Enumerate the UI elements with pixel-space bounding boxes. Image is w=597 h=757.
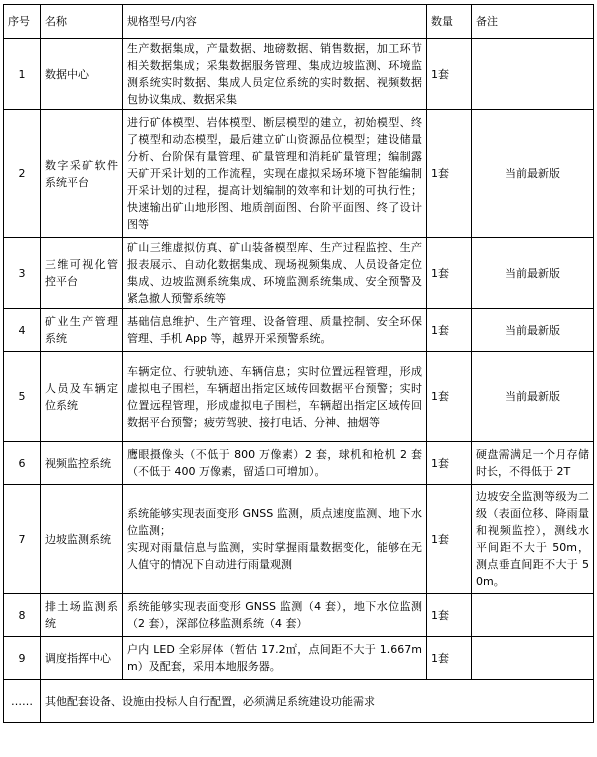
row-qty: 1套 [427,309,472,352]
requirements-table [3,4,594,723]
row-name: 数字采矿软件系统平台 [41,110,123,238]
row-spec: 车辆定位、行驶轨迹、车辆信息；实时位置远程管理，形成虚拟电子围栏，车辆超出指定区域传回数据平台预警；实时位置远程管理，形成虚拟电子围栏，车辆超出指定区域传回数据平台预警；疲劳驾驶、接打电话、分神、抽烟等 [123,352,427,442]
row-name: 边坡监测系统 [41,485,123,594]
table-row [4,485,594,594]
header-spec: 规格型号/内容 [123,5,427,39]
row-qty: 1套 [427,594,472,637]
row-qty: 1套 [427,442,472,485]
row-note: 边坡安全监测等级为二级（表面位移、降雨量和视频监控），测线水平间距不大于 50m，测点垂直间距不大于 50m。 [472,485,594,594]
table-row [4,238,594,309]
table-row [4,594,594,637]
spec-line: 实现对雨量信息与监测，实时掌握雨量数据变化，能够在无人值守的情况下自动进行雨量观测 [127,541,422,571]
row-spec: 进行矿体模型、岩体模型、断层模型的建立，初始模型、终了模型和动态模型，最后建立矿山资源品位模型；建设储量分析、台阶保有量管理、矿量管理和消耗矿量管理；编制露天矿开采计划的工作流程，实现在虚拟采场环境下智能编制开采计划的过程，提高计划编制的效率和计划的可执行性；快速输出矿山地形图、地质剖面图、台阶平面图、终了设计图等 [123,110,427,238]
row-note [472,39,594,110]
row-name: 排土场监测系统 [41,594,123,637]
header-name: 名称 [41,5,123,39]
row-no: 5 [4,352,41,442]
row-name: 人员及车辆定位系统 [41,352,123,442]
table-row [4,442,594,485]
row-spec: 矿山三维虚拟仿真、矿山装备模型库、生产过程监控、生产报表展示、自动化数据集成、现场视频集成、人员设备定位集成、边坡监测系统集成、环境监测系统集成、安全预警及紧急撤人预警系统等 [123,238,427,309]
row-note: 当前最新版 [472,352,594,442]
row-note: 当前最新版 [472,110,594,238]
table-row [4,352,594,442]
table-row [4,637,594,680]
row-spec: 基础信息维护、生产管理、设备管理、质量控制、安全环保管理、手机 App 等，越界开采预警系统。 [123,309,427,352]
row-no: 6 [4,442,41,485]
row-spec: 系统能够实现表面变形 GNSS 监测（4 套），地下水位监测（2 套），深部位移监测系统（4 套） [123,594,427,637]
row-name: 调度指挥中心 [41,637,123,680]
footer-no: …… [4,680,41,723]
header-no: 序号 [4,5,41,39]
row-no: 3 [4,238,41,309]
row-note: 当前最新版 [472,238,594,309]
table-row [4,39,594,110]
row-spec: 户内 LED 全彩屏体（暂估 17.2㎡，点间距不大于 1.667mm）及配套，采用本地服务器。 [123,637,427,680]
row-no: 7 [4,485,41,594]
row-qty: 1套 [427,485,472,594]
table-row [4,309,594,352]
table-header-row [4,5,594,39]
row-spec: 生产数据集成，产量数据、地磅数据、销售数据，加工环节相关数据集成；采集数据服务管理、集成边坡监测、环境监测系统实时数据、集成人员定位系统的实时数据、视频数据包协议集成、数据采集 [123,39,427,110]
row-no: 1 [4,39,41,110]
row-name: 数据中心 [41,39,123,110]
row-note [472,594,594,637]
row-name: 三维可视化管控平台 [41,238,123,309]
row-no: 4 [4,309,41,352]
row-qty: 1套 [427,39,472,110]
header-qty: 数量 [427,5,472,39]
row-note: 硬盘需满足一个月存储时长，不得低于 2T [472,442,594,485]
table-footer-row [4,680,594,723]
row-no: 9 [4,637,41,680]
row-no: 8 [4,594,41,637]
row-qty: 1套 [427,352,472,442]
row-note [472,637,594,680]
row-qty: 1套 [427,110,472,238]
header-note: 备注 [472,5,594,39]
table-row [4,110,594,238]
row-no: 2 [4,110,41,238]
row-name: 视频监控系统 [41,442,123,485]
row-note: 当前最新版 [472,309,594,352]
row-spec [123,485,427,594]
spec-line: 系统能够实现表面变形 GNSS 监测，质点速度监测、地下水位监测； [127,507,422,537]
row-qty: 1套 [427,637,472,680]
row-name: 矿业生产管理系统 [41,309,123,352]
row-spec: 鹰眼摄像头（不低于 800 万像素）2 套，球机和枪机 2 套（不低于 400 万像素，留适口可增加）。 [123,442,427,485]
footer-text: 其他配套设备、设施由投标人自行配置，必须满足系统建设功能需求 [41,680,594,723]
row-qty: 1套 [427,238,472,309]
